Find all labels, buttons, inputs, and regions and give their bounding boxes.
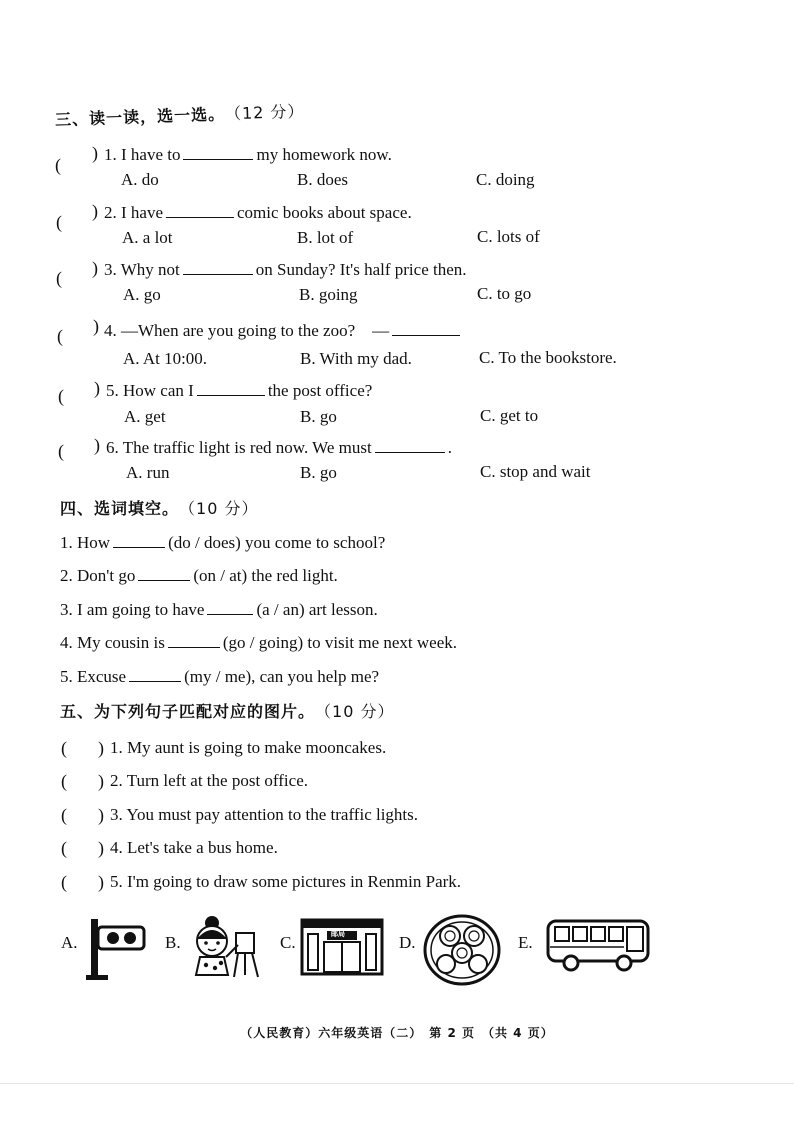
option-c: C. get to	[480, 406, 539, 425]
option-a: A. get	[124, 407, 166, 426]
answer-paren-close: )	[98, 872, 104, 892]
fill-item-4	[60, 630, 457, 653]
option-c: C. To the bookstore.	[479, 348, 617, 367]
question-number: 4.	[104, 321, 117, 340]
option-c: C. doing	[476, 170, 535, 189]
question-text-pre: The traffic light is red now. We must	[122, 438, 372, 457]
match-item-4: 4. Let's take a bus home.	[110, 838, 278, 857]
question-text-post: on Sunday? It's half price then.	[255, 260, 467, 279]
fill-text-post: (do / does) you come to school?	[168, 533, 386, 552]
fill-text-post: (my / me), can you help me?	[184, 667, 380, 686]
question-text-post: the post office?	[267, 381, 373, 400]
answer-paren-open: (	[61, 738, 67, 758]
answer-blank[interactable]	[375, 435, 445, 453]
question-4	[104, 316, 463, 341]
question-text-pre: I have to	[121, 145, 181, 164]
answer-paren-close: )	[92, 201, 98, 221]
answer-paren-open: (	[58, 386, 64, 406]
answer-blank[interactable]	[197, 378, 265, 396]
answer-paren-close: )	[94, 378, 100, 398]
fill-text-post: (go / going) to visit me next week.	[222, 633, 458, 652]
fill-item-3	[60, 597, 378, 620]
picture-label-c: C.	[280, 933, 296, 952]
post-office-icon	[300, 918, 384, 981]
section-score: （12 分）	[232, 101, 305, 124]
option-b: B. does	[297, 170, 348, 189]
answer-paren-open: (	[56, 268, 62, 288]
answer-paren-open: (	[57, 326, 63, 346]
option-c: C. lots of	[477, 227, 540, 246]
answer-blank[interactable]	[207, 597, 253, 615]
option-a: A. a lot	[122, 228, 173, 247]
answer-blank[interactable]	[138, 563, 190, 581]
question-3	[104, 257, 467, 280]
answer-paren-close: )	[98, 805, 104, 825]
option-c: C. stop and wait	[480, 462, 591, 481]
match-item-2: 2. Turn left at the post office.	[110, 771, 308, 790]
question-text-post: my homework now.	[256, 145, 392, 164]
match-item-3: 3. You must pay attention to the traffic lights.	[110, 805, 419, 824]
option-a: A. At 10:00.	[123, 349, 208, 368]
option-b: B. go	[300, 407, 337, 426]
question-number: 2.	[104, 203, 117, 222]
section-3-title	[55, 99, 305, 131]
answer-paren-close: )	[92, 258, 98, 278]
fill-item-1	[60, 530, 385, 553]
fill-item-5	[60, 664, 379, 687]
fill-text-pre: 1. How	[60, 533, 111, 552]
picture-label-a: A.	[61, 933, 78, 952]
section-title-text: 四、选词填空。	[60, 499, 180, 518]
question-text-pre: —When are you going to the zoo? —	[121, 321, 390, 340]
answer-blank[interactable]	[183, 257, 253, 275]
question-text-pre: How can I	[123, 381, 194, 400]
question-number: 5.	[106, 381, 119, 400]
question-text-post: comic books about space.	[237, 203, 412, 222]
option-b: B. going	[299, 285, 358, 304]
answer-paren-close: )	[94, 435, 100, 455]
answer-blank[interactable]	[113, 530, 165, 548]
fill-text-pre: 4. My cousin is	[60, 633, 165, 652]
picture-label-b: B.	[165, 933, 181, 952]
option-a: A. do	[121, 170, 159, 189]
answer-paren-open: (	[58, 441, 64, 461]
fill-text-pre: 5. Excuse	[60, 667, 127, 686]
picture-label-e: E.	[518, 933, 533, 952]
question-5	[106, 378, 372, 401]
option-a: A. run	[126, 463, 170, 482]
answer-paren-open: (	[55, 155, 61, 175]
answer-blank[interactable]	[392, 318, 460, 336]
girl-drawing-icon	[188, 913, 264, 986]
section-score: （10 分）	[323, 702, 395, 721]
section-score: （10 分）	[187, 499, 259, 518]
fill-text-post: (on / at) the red light.	[193, 566, 338, 585]
option-c: C. to go	[477, 284, 532, 303]
section-4-title	[60, 496, 258, 519]
answer-paren-close: )	[98, 771, 104, 791]
match-item-5: 5. I'm going to draw some pictures in Renmin Park.	[110, 872, 462, 891]
question-text-pre: Why not	[120, 260, 180, 279]
question-2	[104, 200, 412, 223]
post-office-sign: 邮局	[331, 930, 345, 938]
question-number: 1.	[104, 145, 117, 164]
answer-blank[interactable]	[166, 200, 234, 218]
page-divider	[0, 1083, 794, 1084]
picture-label-d: D.	[399, 933, 416, 952]
question-1	[104, 142, 392, 165]
fill-item-2	[60, 563, 338, 586]
question-number: 6.	[106, 438, 119, 457]
question-number: 3.	[104, 260, 117, 279]
option-a: A. go	[123, 285, 161, 304]
section-title-text: 五、为下列句子匹配对应的图片。	[60, 702, 316, 721]
fill-text-post: (a / an) art lesson.	[256, 600, 378, 619]
answer-paren-close: )	[98, 738, 104, 758]
answer-paren-close: )	[93, 316, 99, 336]
answer-paren-open: (	[61, 872, 67, 892]
match-item-1: 1. My aunt is going to make mooncakes.	[110, 738, 387, 757]
answer-paren-close: )	[98, 838, 104, 858]
page-footer: （人民教育）六年级英语（二） 第 2 页 （共 4 页）	[240, 1026, 554, 1040]
mooncakes-icon	[422, 912, 502, 991]
answer-paren-open: (	[61, 838, 67, 858]
fill-text-pre: 3. I am going to have	[60, 600, 205, 619]
section-title-text: 三、读一读，选一选。	[54, 104, 226, 130]
question-text-post: .	[447, 438, 452, 457]
answer-paren-open: (	[61, 805, 67, 825]
section-5-title	[60, 699, 394, 722]
bus-icon	[546, 919, 650, 978]
option-b: B. go	[300, 463, 337, 482]
answer-paren-open: (	[56, 212, 62, 232]
answer-blank[interactable]	[129, 664, 181, 682]
answer-paren-open: (	[61, 771, 67, 791]
fill-text-pre: 2. Don't go	[60, 566, 136, 585]
traffic-light-icon	[86, 915, 148, 988]
answer-paren-close: )	[92, 143, 98, 163]
option-b: B. lot of	[297, 228, 354, 247]
answer-blank[interactable]	[168, 630, 220, 648]
question-6	[106, 435, 452, 458]
option-b: B. With my dad.	[300, 349, 412, 368]
answer-blank[interactable]	[183, 142, 253, 160]
question-text-pre: I have	[121, 203, 164, 222]
